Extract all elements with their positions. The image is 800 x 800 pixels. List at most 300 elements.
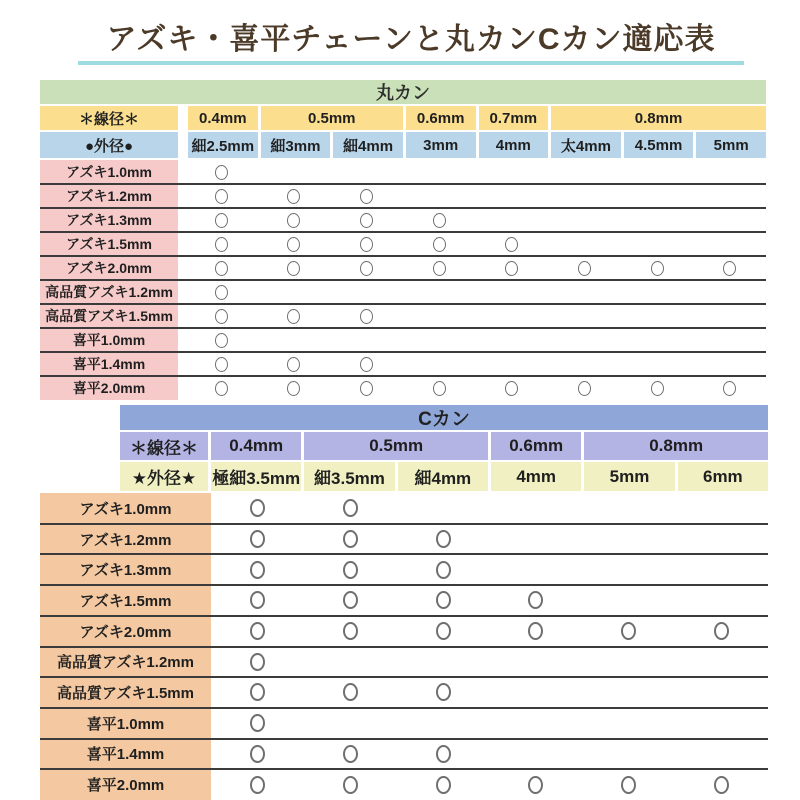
chain-row-label: アズキ2.0mm xyxy=(40,256,178,280)
compatible-circle-mark xyxy=(215,261,228,276)
chain-row xyxy=(40,524,768,555)
compat-cell xyxy=(582,708,675,739)
row-separator xyxy=(40,738,768,740)
table-title: 丸カン xyxy=(40,80,766,104)
outer-size-cell: 細2.5mm xyxy=(188,132,258,158)
compatible-circle-mark xyxy=(360,261,373,276)
compatible-circle-mark xyxy=(360,381,373,396)
wire-diameter-row-label: ＊線径＊ xyxy=(120,432,208,460)
compat-cell xyxy=(258,256,331,280)
row-separator xyxy=(40,523,768,525)
compat-cell xyxy=(258,376,331,400)
compat-cell xyxy=(693,256,766,280)
outer-size-cell: 4.5mm xyxy=(624,132,694,158)
chain-row xyxy=(40,708,768,739)
compat-cell xyxy=(397,585,490,616)
compat-cell xyxy=(490,493,583,524)
compatible-circle-mark xyxy=(436,591,451,609)
chain-row xyxy=(40,646,768,677)
compat-cell xyxy=(330,328,403,352)
compatible-circle-mark xyxy=(505,237,518,252)
chain-row-label: 高品質アズキ1.2mm xyxy=(40,646,211,677)
compat-cell xyxy=(330,208,403,232)
compat-cell xyxy=(258,304,331,328)
compat-cell xyxy=(330,376,403,400)
compatible-circle-mark xyxy=(343,683,358,701)
compat-cell xyxy=(304,769,397,800)
compat-cell xyxy=(621,256,694,280)
row-separator xyxy=(40,584,768,586)
row-separator xyxy=(40,615,768,617)
compat-cell xyxy=(258,208,331,232)
outer-size-cell: 極細3.5mm xyxy=(211,462,301,491)
compat-cell xyxy=(693,304,766,328)
compat-cell xyxy=(582,677,675,708)
wire-size-cell: 0.4mm xyxy=(188,106,258,130)
compatible-circle-mark xyxy=(343,745,358,763)
chain-row-label: 高品質アズキ1.5mm xyxy=(40,677,211,708)
outer-size-cell: 3mm xyxy=(406,132,476,158)
compat-cell xyxy=(476,352,549,376)
compat-cell xyxy=(490,554,583,585)
compatible-circle-mark xyxy=(287,261,300,276)
row-separator xyxy=(40,303,766,305)
compatible-circle-mark xyxy=(723,381,736,396)
compatible-circle-mark xyxy=(215,333,228,348)
compat-cell xyxy=(397,524,490,555)
row-separator xyxy=(40,676,768,678)
chain-row xyxy=(40,677,768,708)
compat-cell xyxy=(582,646,675,677)
compat-cell xyxy=(211,524,304,555)
compat-cell xyxy=(330,280,403,304)
compatible-circle-mark xyxy=(651,381,664,396)
compat-cell xyxy=(548,328,621,352)
outer-size-cell: 4mm xyxy=(491,462,581,491)
compat-cell xyxy=(548,304,621,328)
outer-diameter-row-label: ★外径★ xyxy=(120,462,208,491)
page-title: アズキ・喜平チェーンと丸カンCカン適応表 xyxy=(78,14,744,65)
compatible-circle-mark xyxy=(343,622,358,640)
compat-cell xyxy=(304,739,397,770)
compat-cell xyxy=(185,160,258,184)
chain-row xyxy=(40,256,766,280)
compatible-circle-mark xyxy=(215,189,228,204)
wire-size-cell: 0.8mm xyxy=(551,106,766,130)
compatible-circle-mark xyxy=(287,357,300,372)
chain-row-label: アズキ2.0mm xyxy=(40,616,211,647)
compat-cell xyxy=(490,739,583,770)
compat-cell xyxy=(490,524,583,555)
compat-cell xyxy=(582,739,675,770)
compat-cell xyxy=(675,646,768,677)
compat-cell xyxy=(476,184,549,208)
wire-size-cell: 0.6mm xyxy=(406,106,476,130)
compat-cell xyxy=(693,184,766,208)
compatible-circle-mark xyxy=(343,591,358,609)
compat-cell xyxy=(211,493,304,524)
compat-cell xyxy=(330,256,403,280)
compat-cell xyxy=(397,739,490,770)
wire-size-cell: 0.6mm xyxy=(491,432,581,460)
compat-cell xyxy=(490,616,583,647)
row-separator xyxy=(40,183,766,185)
compat-cell xyxy=(582,493,675,524)
compat-cell xyxy=(258,328,331,352)
chain-row-label: 高品質アズキ1.5mm xyxy=(40,304,178,328)
marukan-table xyxy=(40,80,766,400)
compat-cell xyxy=(185,328,258,352)
compat-cell xyxy=(304,646,397,677)
compat-cell xyxy=(403,256,476,280)
compatible-circle-mark xyxy=(215,165,228,180)
chain-row xyxy=(40,352,766,376)
outer-size-cell: 6mm xyxy=(678,462,768,491)
compat-cell xyxy=(675,739,768,770)
compat-cell xyxy=(548,376,621,400)
compat-cell xyxy=(185,256,258,280)
compat-cell xyxy=(621,280,694,304)
compatible-circle-mark xyxy=(287,381,300,396)
compatible-circle-mark xyxy=(621,622,636,640)
compatible-circle-mark xyxy=(621,776,636,794)
compatible-circle-mark xyxy=(714,776,729,794)
wire-size-cell: 0.7mm xyxy=(479,106,549,130)
compat-cell xyxy=(693,376,766,400)
compat-cell xyxy=(330,184,403,208)
compatible-circle-mark xyxy=(250,622,265,640)
chain-row-label: 喜平2.0mm xyxy=(40,376,178,400)
chain-row xyxy=(40,304,766,328)
chain-row xyxy=(40,554,768,585)
ckan-table-body xyxy=(40,493,768,800)
compatible-circle-mark xyxy=(505,381,518,396)
compatible-circle-mark xyxy=(215,237,228,252)
compat-cell xyxy=(490,646,583,677)
compatible-circle-mark xyxy=(250,530,265,548)
compatible-circle-mark xyxy=(436,683,451,701)
chain-row xyxy=(40,616,768,647)
chain-row xyxy=(40,208,766,232)
chain-row-label: アズキ1.5mm xyxy=(40,232,178,256)
compat-cell xyxy=(403,208,476,232)
compatible-circle-mark xyxy=(528,591,543,609)
table-title: Cカン xyxy=(120,405,768,430)
compat-cell xyxy=(330,160,403,184)
compatible-circle-mark xyxy=(215,309,228,324)
compat-cell xyxy=(211,554,304,585)
compat-cell xyxy=(621,184,694,208)
compatible-circle-mark xyxy=(215,285,228,300)
compat-cell xyxy=(397,677,490,708)
compatible-circle-mark xyxy=(360,213,373,228)
compatible-circle-mark xyxy=(433,261,446,276)
compatible-circle-mark xyxy=(250,653,265,671)
compat-cell xyxy=(693,160,766,184)
compat-cell xyxy=(185,208,258,232)
compat-cell xyxy=(258,160,331,184)
compat-cell xyxy=(621,352,694,376)
compat-cell xyxy=(548,256,621,280)
compat-cell xyxy=(548,280,621,304)
row-separator xyxy=(40,207,766,209)
compatible-circle-mark xyxy=(436,530,451,548)
compat-cell xyxy=(211,708,304,739)
compat-cell xyxy=(476,280,549,304)
compat-cell xyxy=(211,677,304,708)
compatible-circle-mark xyxy=(287,237,300,252)
chain-row-label: 高品質アズキ1.2mm xyxy=(40,280,178,304)
outer-diameter-row-label: ●外径● xyxy=(40,132,178,158)
compat-cell xyxy=(185,352,258,376)
compat-cell xyxy=(490,585,583,616)
chain-row-label: アズキ1.0mm xyxy=(40,493,211,524)
compat-cell xyxy=(185,184,258,208)
compat-cell xyxy=(211,769,304,800)
compat-cell xyxy=(258,232,331,256)
outer-size-cell: 細3mm xyxy=(261,132,331,158)
chain-row-label: 喜平1.0mm xyxy=(40,328,178,352)
compat-cell xyxy=(476,304,549,328)
compat-cell xyxy=(403,328,476,352)
compat-cell xyxy=(330,304,403,328)
compatible-circle-mark xyxy=(250,776,265,794)
compat-cell xyxy=(675,769,768,800)
compat-cell xyxy=(304,493,397,524)
compat-cell xyxy=(476,256,549,280)
compat-cell xyxy=(675,524,768,555)
chain-row-label: アズキ1.2mm xyxy=(40,524,211,555)
compatible-circle-mark xyxy=(714,622,729,640)
wire-size-cell: 0.5mm xyxy=(304,432,488,460)
compat-cell xyxy=(476,232,549,256)
compat-cell xyxy=(211,739,304,770)
wire-size-cell: 0.4mm xyxy=(211,432,301,460)
chain-row-label: アズキ1.5mm xyxy=(40,585,211,616)
compat-cell xyxy=(693,232,766,256)
chain-row-label: 喜平1.4mm xyxy=(40,352,178,376)
chain-row xyxy=(40,769,768,800)
compatible-circle-mark xyxy=(343,776,358,794)
compatible-circle-mark xyxy=(436,622,451,640)
compat-cell xyxy=(693,280,766,304)
compat-cell xyxy=(304,677,397,708)
chain-row xyxy=(40,328,766,352)
compat-cell xyxy=(403,280,476,304)
chain-row xyxy=(40,160,766,184)
compat-cell xyxy=(490,769,583,800)
chain-row xyxy=(40,739,768,770)
compat-cell xyxy=(476,160,549,184)
wire-diameter-row-label: ＊線径＊ xyxy=(40,106,178,130)
compat-cell xyxy=(582,554,675,585)
compat-cell xyxy=(548,232,621,256)
row-separator xyxy=(40,553,768,555)
outer-size-cell: 太4mm xyxy=(551,132,621,158)
compatible-circle-mark xyxy=(723,261,736,276)
row-separator xyxy=(40,327,766,329)
compat-cell xyxy=(397,769,490,800)
chain-row-label: 喜平1.4mm xyxy=(40,739,211,770)
compatible-circle-mark xyxy=(436,776,451,794)
compat-cell xyxy=(397,493,490,524)
compat-cell xyxy=(621,376,694,400)
chain-row-label: アズキ1.3mm xyxy=(40,554,211,585)
marukan-table-header xyxy=(40,80,766,158)
compatible-circle-mark xyxy=(528,776,543,794)
compat-cell xyxy=(621,160,694,184)
compat-cell xyxy=(258,352,331,376)
compatible-circle-mark xyxy=(433,237,446,252)
compatible-circle-mark xyxy=(343,499,358,517)
compat-cell xyxy=(476,376,549,400)
chain-row-label: アズキ1.0mm xyxy=(40,160,178,184)
row-separator xyxy=(40,279,766,281)
compat-cell xyxy=(258,280,331,304)
compatible-circle-mark xyxy=(578,261,591,276)
compatible-circle-mark xyxy=(343,530,358,548)
compat-cell xyxy=(476,328,549,352)
wire-size-cell: 0.8mm xyxy=(584,432,768,460)
compat-cell xyxy=(185,232,258,256)
compatible-circle-mark xyxy=(360,189,373,204)
compatible-circle-mark xyxy=(250,745,265,763)
compat-cell xyxy=(330,352,403,376)
compat-cell xyxy=(621,304,694,328)
compat-cell xyxy=(211,646,304,677)
compat-cell xyxy=(304,708,397,739)
row-separator xyxy=(40,375,766,377)
compatible-circle-mark xyxy=(433,213,446,228)
compatible-circle-mark xyxy=(651,261,664,276)
chain-row-label: 喜平1.0mm xyxy=(40,708,211,739)
row-separator xyxy=(40,768,768,770)
compat-cell xyxy=(582,769,675,800)
compat-cell xyxy=(675,708,768,739)
compat-cell xyxy=(403,376,476,400)
compat-cell xyxy=(490,677,583,708)
compat-cell xyxy=(397,708,490,739)
compat-cell xyxy=(211,585,304,616)
compat-cell xyxy=(621,208,694,232)
compatible-circle-mark xyxy=(360,309,373,324)
outer-size-cell: 4mm xyxy=(479,132,549,158)
compat-cell xyxy=(582,585,675,616)
compat-cell xyxy=(397,646,490,677)
outer-size-cell: 5mm xyxy=(584,462,674,491)
compat-cell xyxy=(403,232,476,256)
compat-cell xyxy=(304,585,397,616)
chain-row xyxy=(40,184,766,208)
compat-cell xyxy=(397,554,490,585)
compat-cell xyxy=(548,160,621,184)
row-separator xyxy=(40,646,768,648)
compatible-circle-mark xyxy=(433,381,446,396)
row-separator xyxy=(40,351,766,353)
compatible-circle-mark xyxy=(528,622,543,640)
compat-cell xyxy=(693,328,766,352)
wire-size-cell: 0.5mm xyxy=(261,106,403,130)
compatible-circle-mark xyxy=(215,357,228,372)
compat-cell xyxy=(548,184,621,208)
compat-cell xyxy=(185,376,258,400)
outer-size-cell: 細3.5mm xyxy=(304,462,394,491)
compat-cell xyxy=(304,554,397,585)
compat-cell xyxy=(211,616,304,647)
chain-row-label: 喜平2.0mm xyxy=(40,769,211,800)
compat-cell xyxy=(258,184,331,208)
compat-cell xyxy=(490,708,583,739)
compatible-circle-mark xyxy=(215,213,228,228)
outer-size-cell: 細4mm xyxy=(398,462,488,491)
compat-cell xyxy=(330,232,403,256)
compatible-circle-mark xyxy=(578,381,591,396)
chain-row xyxy=(40,232,766,256)
row-separator xyxy=(40,707,768,709)
chain-row xyxy=(40,376,766,400)
compat-cell xyxy=(304,616,397,647)
compat-cell xyxy=(693,208,766,232)
compat-cell xyxy=(403,160,476,184)
chain-row-label: アズキ1.2mm xyxy=(40,184,178,208)
marukan-table-body xyxy=(40,160,766,400)
compatible-circle-mark xyxy=(250,714,265,732)
compat-cell xyxy=(185,280,258,304)
compatible-circle-mark xyxy=(287,189,300,204)
compatible-circle-mark xyxy=(250,499,265,517)
compat-cell xyxy=(582,524,675,555)
compat-cell xyxy=(548,208,621,232)
compat-cell xyxy=(476,208,549,232)
compat-cell xyxy=(675,493,768,524)
compatible-circle-mark xyxy=(287,213,300,228)
compat-cell xyxy=(693,352,766,376)
ckan-table xyxy=(40,405,768,800)
compat-cell xyxy=(403,352,476,376)
compatible-circle-mark xyxy=(436,561,451,579)
compatible-circle-mark xyxy=(250,591,265,609)
compat-cell xyxy=(675,677,768,708)
compat-cell xyxy=(621,232,694,256)
compatible-circle-mark xyxy=(250,683,265,701)
compat-cell xyxy=(548,352,621,376)
chain-row xyxy=(40,493,768,524)
compatible-circle-mark xyxy=(360,357,373,372)
compatible-circle-mark xyxy=(436,745,451,763)
compatible-circle-mark xyxy=(343,561,358,579)
outer-size-cell: 細4mm xyxy=(333,132,403,158)
compat-cell xyxy=(304,524,397,555)
compat-cell xyxy=(582,616,675,647)
compat-cell xyxy=(675,554,768,585)
compatible-circle-mark xyxy=(250,561,265,579)
compat-cell xyxy=(397,616,490,647)
ckan-table-header xyxy=(120,405,768,491)
compat-cell xyxy=(185,304,258,328)
compatible-circle-mark xyxy=(287,309,300,324)
compat-cell xyxy=(621,328,694,352)
outer-size-cell: 5mm xyxy=(696,132,766,158)
compatible-circle-mark xyxy=(215,381,228,396)
row-separator xyxy=(40,231,766,233)
compat-cell xyxy=(675,616,768,647)
chain-row-label: アズキ1.3mm xyxy=(40,208,178,232)
chain-row xyxy=(40,585,768,616)
compatible-circle-mark xyxy=(505,261,518,276)
compat-cell xyxy=(403,304,476,328)
row-separator xyxy=(40,255,766,257)
compat-cell xyxy=(403,184,476,208)
